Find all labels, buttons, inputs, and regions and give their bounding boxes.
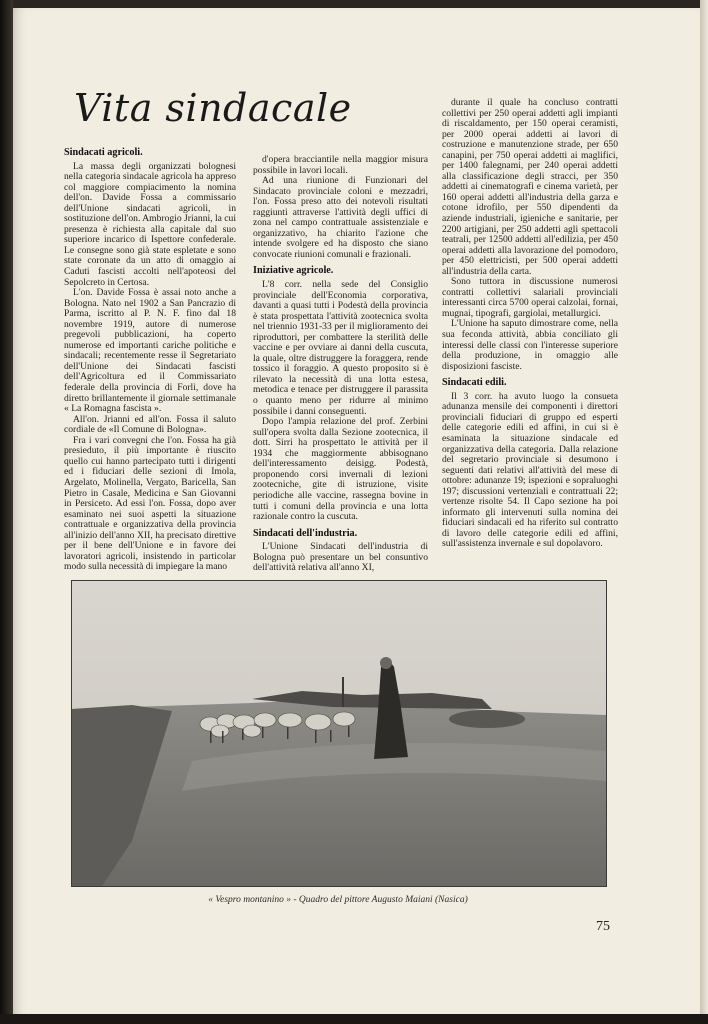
painting-image <box>72 581 606 886</box>
scan-bottom-edge <box>0 1014 708 1024</box>
paragraph: Sono tuttora in discussione numerosi contratti collettivi salariali provinciali interessanti circa 5700 operai calzolai, fornai, mugnai, tipografi, gargiolai, metallurgici. <box>442 276 618 319</box>
paragraph: Il 3 corr. ha avuto luogo la consueta adunanza mensile dei componenti i direttori provinciali fiduciari di gruppo ed esperti delle categorie edili ed affini, in cui si è esaminata la situazione sindacale ed organizzativa della categoria. Dalla relazione del segretario provinciale si desumono i seguenti dati relativi all'attività del mese di ottobre: adunanze 19; ispezioni e sopraluoghi 197; discussioni vertenziali e contrattuali 22; vertenze risolte 54. Il Capo sezione ha poi informato gli intervenuti sulla nomina dei fiduciari sindacali ed ha riferito sul contratto di lavoro delle categorie edili ed affini, sull'assistenza invernale e sul dopolavoro. <box>442 390 618 550</box>
text-column-3 <box>442 98 618 658</box>
paragraph: La massa degli organizzati bolognesi nella categoria sindacale agricola ha appreso col maggiore compiacimento la nomina dell'on. Davide Fossa a commissario dell'Unione sindacati agricoli, in sostituzione dell'on. Ambrogio Jrianni, la cui presenza è richiesta alla capitale dal suo superiore incarico di Ispettore confederale. Le consegne sono già state espletate e sono state coronate da un atto di omaggio ai Caduti fascisti accolti nell'apoteosi del Sepolcreto in Certosa. <box>64 160 236 288</box>
paragraph: L'8 corr. nella sede del Consiglio provinciale dell'Economia corporativa, davanti a quasi tutti i Podestà della provincia è stata prospettata l'attività zootecnica svolta nel triennio 1931-33 per il miglioramento dei riproduttori, per combattere la sterilità delle vaccine e per ovviare ai danni della cuscuta, la quale, oltre distruggere la foraggera, rende tossico il foraggio. A questo proposito si è rilevato la necessità di una lotta estesa, metodica e tenace per distruggere il parassita o quanto meno per ridurre al minimo possibile i danni conseguenti. <box>253 279 428 417</box>
section-heading-sindacati-edili: Sindacati edili. <box>442 377 507 389</box>
section-heading-sindacati-agricoli: Sindacati agricoli. <box>64 147 143 158</box>
paragraph: All'on. Jrianni ed all'on. Fossa il saluto cordiale de «Il Comune di Bologna». <box>64 413 236 436</box>
paragraph: L'on. Davide Fossa è assai noto anche a Bologna. Nato nel 1902 a San Pancrazio di Parma, iscritto al P. N. F. fino dal 18 novembre 1919, autore di numerose pregevoli pubblicazioni, ha coperto numerose ed importanti cariche politiche e sindacali; recentemente resse il Segretariato dell'Unione dei Sindacati fascisti dell'Agricoltura ed il Commissariato federale della provincia di Forlì, dove ha diretto brillantemente il giornale settimanale « La Romagna fascista ». <box>64 287 236 415</box>
section-heading-sindacati-industria: Sindacati dell'industria. <box>253 527 358 539</box>
paragraph: Fra i vari convegni che l'on. Fossa ha già presieduto, il più importante è riuscito quello cui hanno partecipato tutti i dirigenti ed i fiduciari delle sezioni di Imola, Argelato, Molinella, Vergato, Baricella, San Pietro in Casale, Medicina e San Giovanni in Persiceto. Ad essi l'on. Fossa, dopo aver esaminato nei suoi aspetti la situazione contrattuale e organizzativa della provincia all'inizio dell'anno XII, ha precisato direttive per il bene dell'Unione e in favore dei lavoratori agricoli, insistendo in particolar modo sulla necessità di impiegare la mano <box>64 434 236 573</box>
section-heading-iniziative-agricole: Iniziative agricole. <box>253 265 334 277</box>
paragraph: Dopo l'ampia relazione del prof. Zerbini sull'opera svolta dalla Sezione zootecnica, il dott. Sirri ha prospettato le attività per il 1934 che maggiormente abbisognano dell'interessamento deisigg. Podestà, proponendo corsi invernali di lezioni zootecniche, gite di istruzione, visite periodiche alle vaccine, rassegna bovine in tutti i comuni della provincia e una lotta razionale contro la cuscuta. <box>253 416 428 523</box>
paragraph: Ad una riunione di Funzionari del Sindacato provinciale coloni e mezzadri, l'on. Fossa preso atto dei notevoli risultati raggiunti attraverse l'attività degli uffici di zona nel campo contrattuale assistenziale e organizzativo, ha chiarito l'azione che intende svolgere ed ha disposto che siano convocate riunioni comunali e frazionali. <box>253 175 428 260</box>
book-spine-shadow <box>0 0 13 1024</box>
page-right-edge <box>700 0 708 1024</box>
paragraph: durante il quale ha concluso contratti collettivi per 250 operai addetti agli impianti di riscaldamento, per 150 operai ceramisti, per 2000 operai addetti ai lavori di costruzione e manutenzione strade, per 650 canapini, per 750 operai addetti ai maglifici, per 1400 falegnami, per 240 operai addetti alla classificazione degli stracci, per 350 addetti ai cinematografi e cinema varietà, per 160 operai addetti all'industria della garza e cotone idrofilo, per 550 dipendenti da aziende industriali, igieniche e sanitarie, per 2200 artigiani, per 250 addetti agli spettacoli teatrali, per 12500 addetti all'edilizia, per 450 operai addetti alla lavorazione del pomodoro, per 450 elettricisti, per 500 operai addetti all'industria della carta. <box>442 97 618 277</box>
magazine-page <box>12 8 700 1016</box>
page-headline: Vita sindacale <box>74 86 352 130</box>
painting-reproduction <box>71 580 607 887</box>
photo-caption: « Vespro montanino » - Quadro del pittore Augusto Maiani (Nasica) <box>208 895 468 905</box>
paragraph: L'Unione Sindacati dell'industria di Bologna può presentare un bel consuntivo dell'attività relativa all'anno XI, <box>253 541 428 574</box>
paragraph: L'Unione ha saputo dimostrare come, nella sua feconda attività, abbia conciliato gli interessi delle classi con l'interesse superiore della produzione, in omaggio alle disposizioni fasciste. <box>442 318 618 372</box>
paragraph: d'opera bracciantile nella maggior misura possibile in lavori locali. <box>253 154 428 176</box>
page-number: 75 <box>596 919 610 934</box>
